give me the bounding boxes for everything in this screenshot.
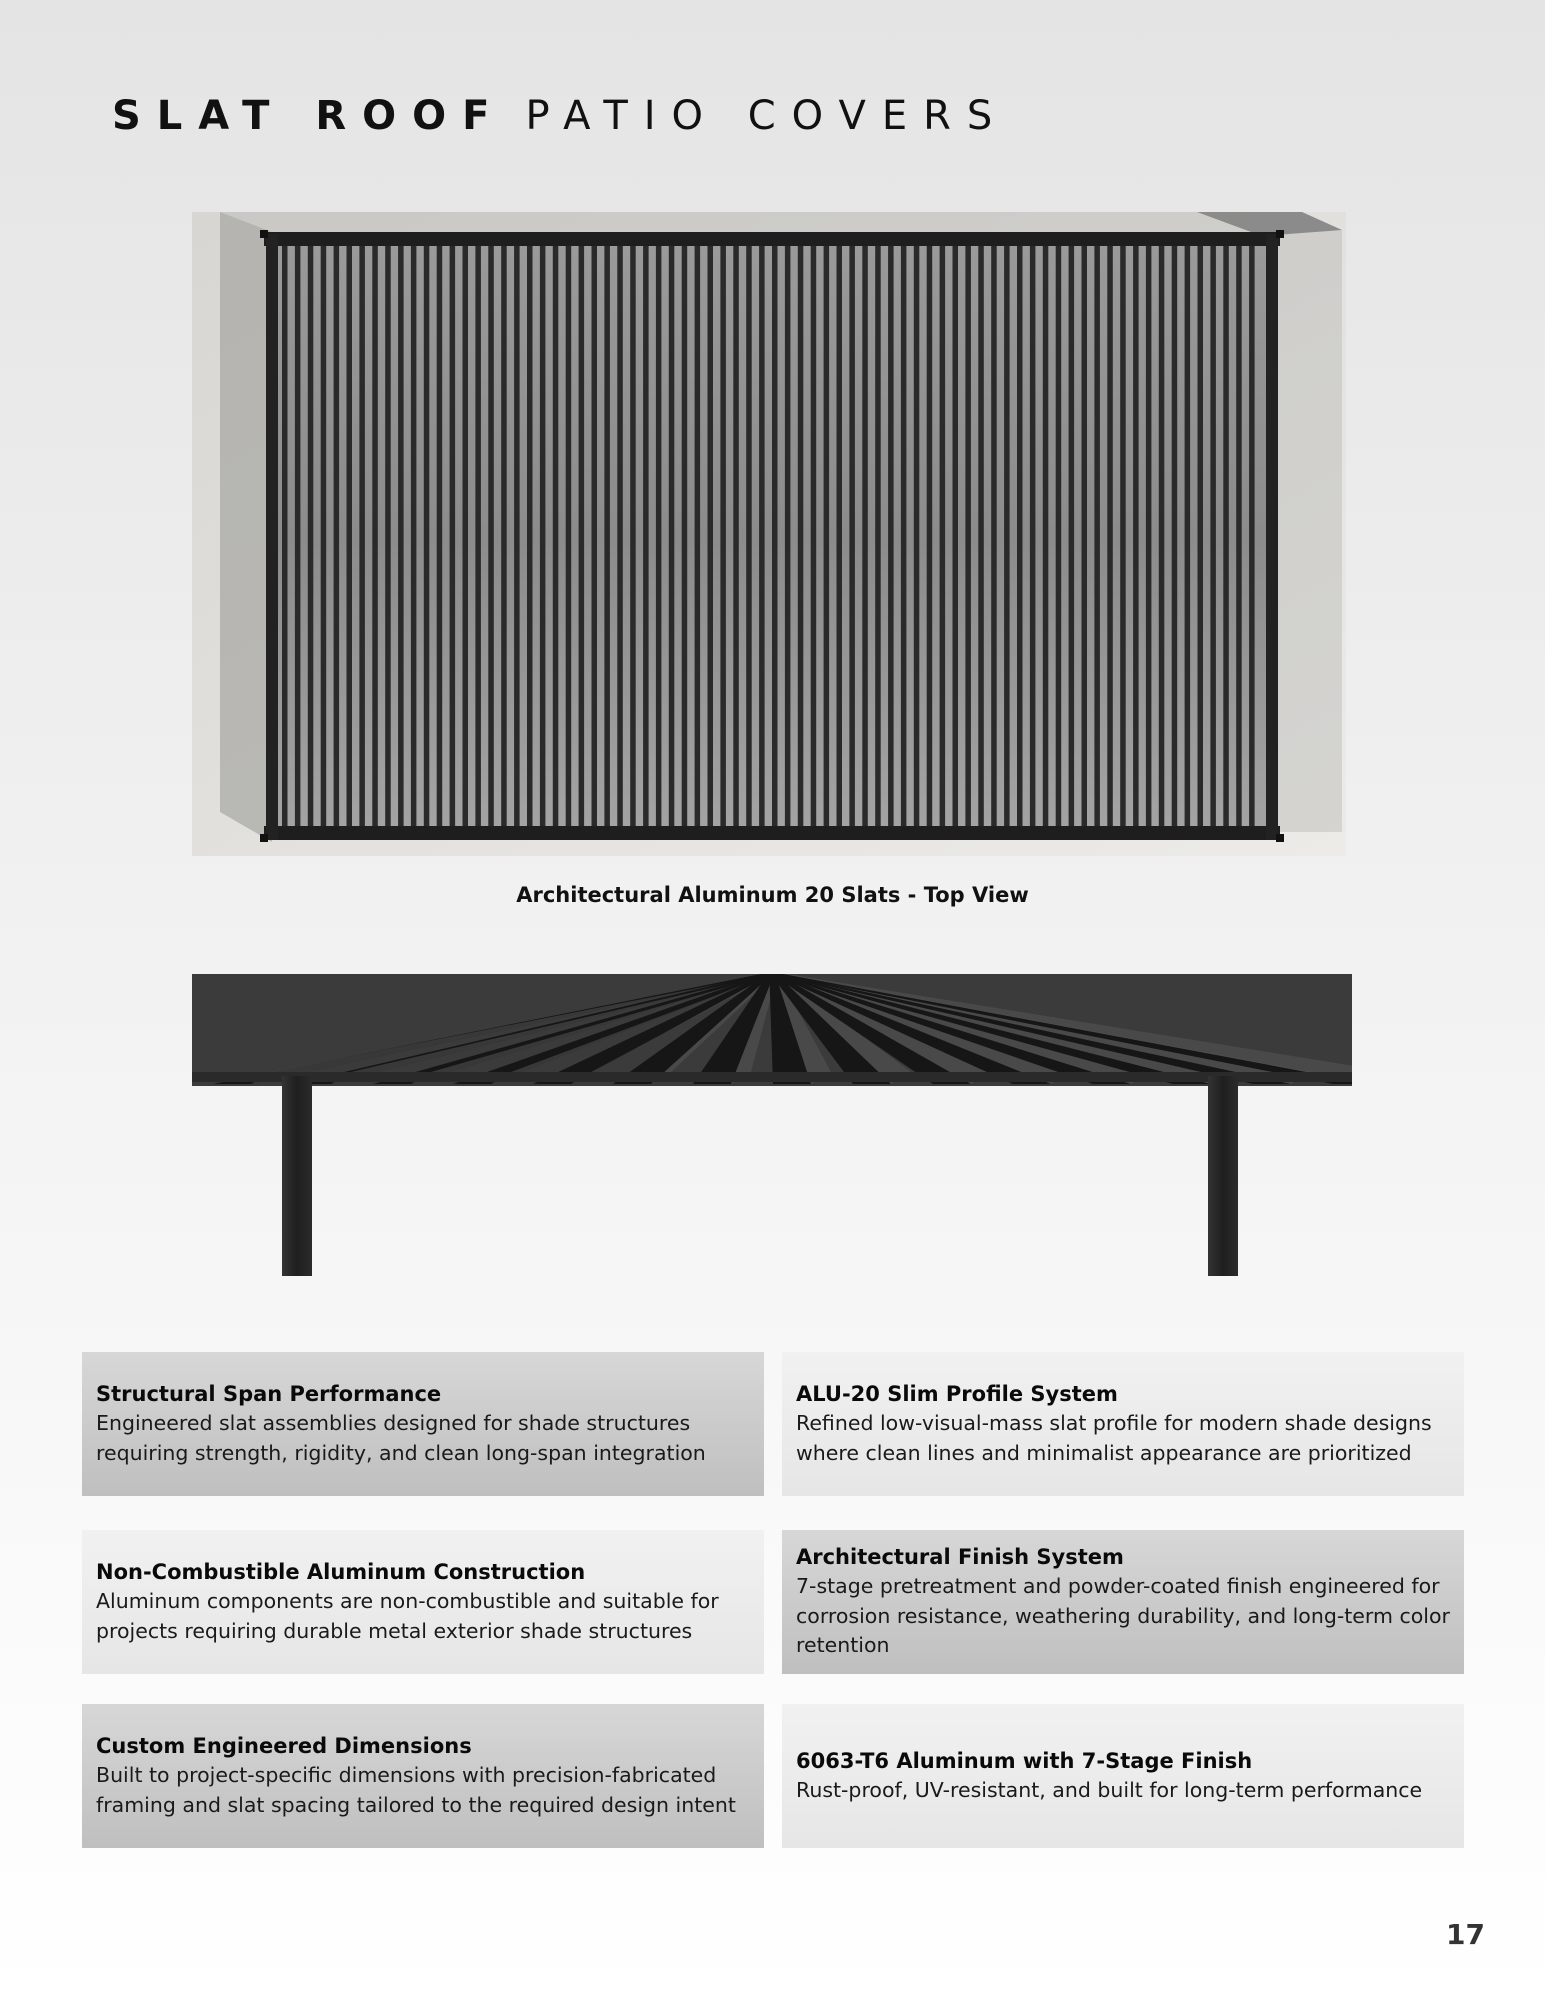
slat: [334, 242, 340, 832]
slat: [579, 242, 585, 832]
slat: [1094, 242, 1100, 832]
slat: [514, 242, 520, 832]
slat: [295, 242, 301, 832]
slat: [308, 242, 314, 832]
slat: [1249, 242, 1255, 832]
slat: [901, 242, 907, 832]
slat: [1107, 242, 1113, 832]
slat: [940, 242, 946, 832]
slat: [785, 242, 791, 832]
slat: [1198, 242, 1204, 832]
feature-description: Refined low-visual-mass slat profile for modern shade designs where clean lines and minimalist appearance are prioritized: [796, 1411, 1432, 1465]
slat: [888, 242, 894, 832]
slat: [1159, 242, 1165, 832]
top-view-caption: Architectural Aluminum 20 Slats - Top View: [516, 883, 1029, 907]
slat: [527, 242, 533, 832]
feature-description: Rust-proof, UV-resistant, and built for long-term performance: [796, 1777, 1423, 1802]
slat: [617, 242, 623, 832]
slat: [849, 242, 855, 832]
slat: [1082, 242, 1088, 832]
slat: [424, 242, 430, 832]
slat: [991, 242, 997, 832]
slat: [824, 242, 830, 832]
slat: [1030, 242, 1036, 832]
slat: [540, 242, 546, 832]
slat: [643, 242, 649, 832]
feature-description: Aluminum components are non-combustible and suitable for projects requiring durable metal exterior shade structures: [96, 1589, 719, 1643]
slat: [630, 242, 636, 832]
slat: [385, 242, 391, 832]
slat: [811, 242, 817, 832]
feature-title: Structural Span Performance: [96, 1382, 442, 1406]
slat: [372, 242, 378, 832]
slat: [875, 242, 881, 832]
slat: [553, 242, 559, 832]
slat: [746, 242, 752, 832]
slat: [450, 242, 456, 832]
slat: [1043, 242, 1049, 832]
feature-card-custom-dimensions: [82, 1704, 764, 1848]
slat: [463, 242, 469, 832]
feature-title: Architectural Finish System: [796, 1545, 1124, 1570]
slat: [1056, 242, 1062, 832]
slat: [927, 242, 933, 832]
feature-card-aluminum-finish: [782, 1704, 1464, 1848]
feature-card-non-combustible: [82, 1530, 764, 1674]
slat: [1172, 242, 1178, 832]
slat: [798, 242, 804, 832]
slat: [411, 242, 417, 832]
slat: [953, 242, 959, 832]
slat: [978, 242, 984, 832]
slat: [488, 242, 494, 832]
slat: [837, 242, 843, 832]
beam: [192, 1072, 1352, 1082]
slat: [1017, 242, 1023, 832]
slat: [1133, 242, 1139, 832]
slat: [359, 242, 365, 832]
feature-title: Custom Engineered Dimensions: [96, 1734, 472, 1758]
page-title-bold: SLAT ROOF: [112, 93, 506, 139]
slat: [398, 242, 404, 832]
slat: [604, 242, 610, 832]
feature-card-finish-system: [782, 1530, 1464, 1674]
feature-description: Engineered slat assemblies designed for shade structures requiring strength, rigidity, and clean long-span integration: [96, 1411, 706, 1465]
slat: [501, 242, 507, 832]
slat: [566, 242, 572, 832]
slat: [437, 242, 443, 832]
slat: [321, 242, 327, 832]
slat: [772, 242, 778, 832]
slat: [708, 242, 714, 832]
page-title-light: PATIO COVERS: [525, 93, 1009, 139]
slat-roof-side-view-image: [192, 968, 1352, 1278]
slat: [669, 242, 675, 832]
page-number: 17: [1446, 1918, 1485, 1951]
slat: [1120, 242, 1126, 832]
slat: [1146, 242, 1152, 832]
page-title: [112, 88, 1008, 144]
feature-card-slim-profile: [782, 1352, 1464, 1496]
feature-title: Non-Combustible Aluminum Construction: [96, 1560, 586, 1584]
slat: [1185, 242, 1191, 832]
slat: [1223, 242, 1229, 832]
feature-title: 6063-T6 Aluminum with 7-Stage Finish: [796, 1748, 1253, 1773]
slat: [592, 242, 598, 832]
slat: [347, 242, 353, 832]
slat: [965, 242, 971, 832]
slat: [656, 242, 662, 832]
slat: [862, 242, 868, 832]
feature-description: Built to project-specific dimensions with precision-fabricated framing and slat spacing tailored to the required design intent: [96, 1763, 736, 1817]
slat: [1069, 242, 1075, 832]
slat: [914, 242, 920, 832]
feature-card-structural-span: [82, 1352, 764, 1496]
slat: [720, 242, 726, 832]
slat-roof-top-view-image: [192, 212, 1346, 856]
slat: [759, 242, 765, 832]
feature-description: 7-stage pretreatment and powder-coated finish engineered for corrosion resistance, weathering durability, and long-term color retention: [796, 1574, 1450, 1658]
slat: [1210, 242, 1216, 832]
slat: [1236, 242, 1242, 832]
slat: [733, 242, 739, 832]
slat: [475, 242, 481, 832]
feature-title: ALU-20 Slim Profile System: [796, 1382, 1118, 1406]
slat: [682, 242, 688, 832]
slat: [695, 242, 701, 832]
slat: [1004, 242, 1010, 832]
slat: [282, 242, 288, 832]
